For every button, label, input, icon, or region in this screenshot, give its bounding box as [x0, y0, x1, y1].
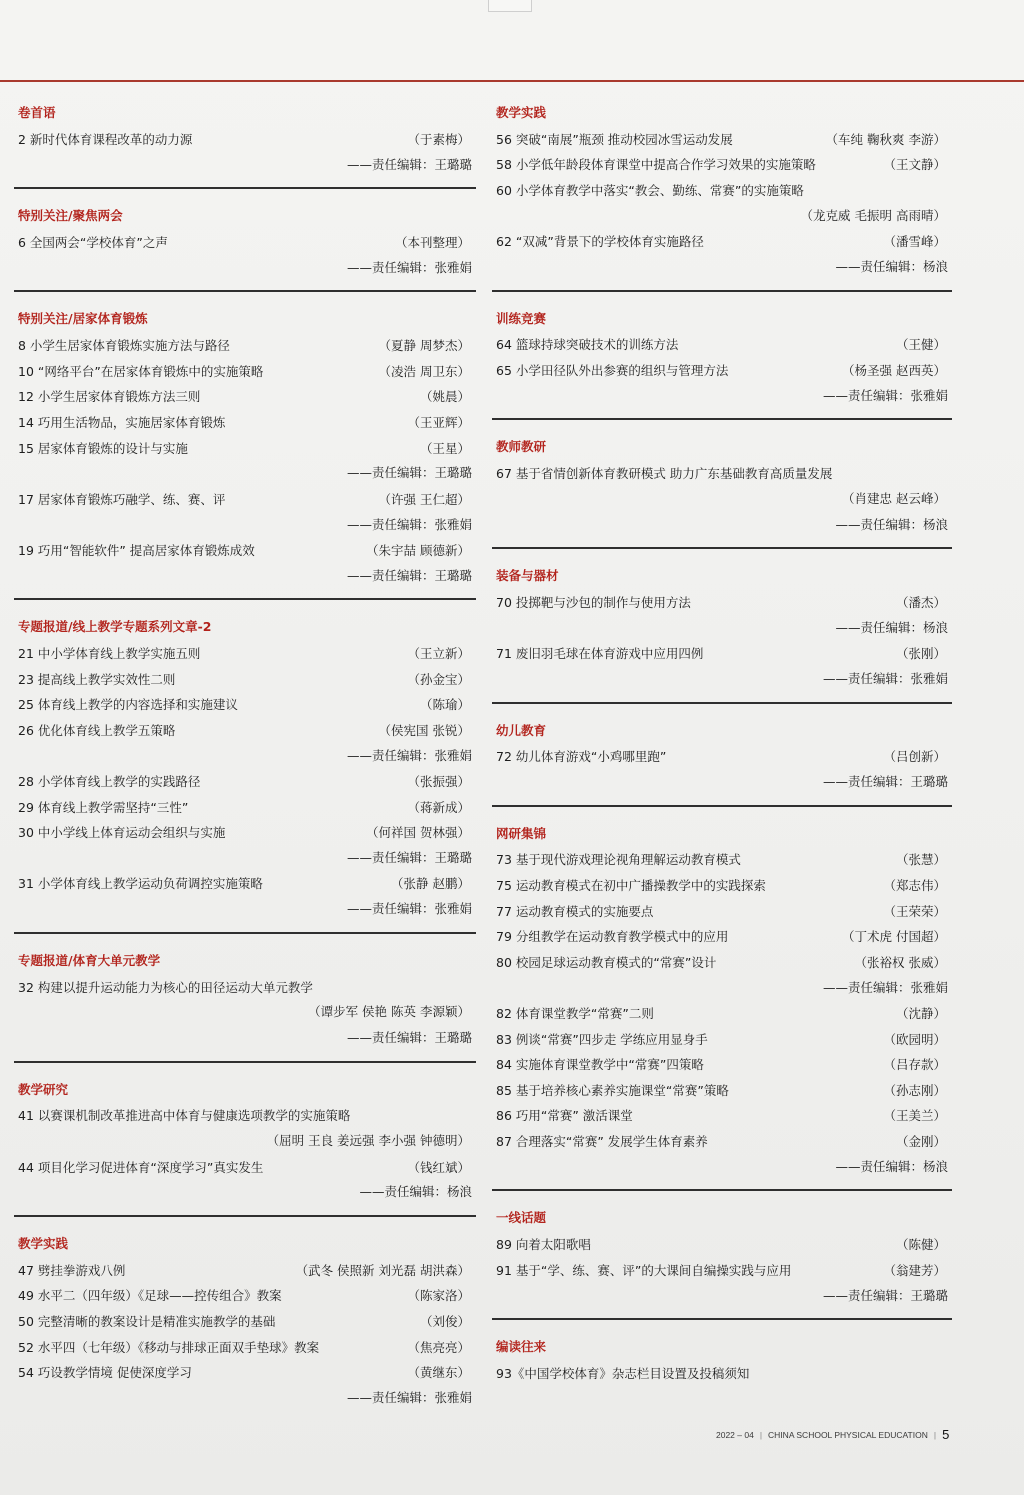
- toc-entry[interactable]: [14, 384, 476, 410]
- article-author: （吕创新）: [883, 749, 946, 765]
- responsible-editor: ——责任编辑：王璐璐: [346, 850, 472, 866]
- article-author: （沈静）: [895, 1006, 946, 1022]
- article-author: （吕存款）: [883, 1057, 946, 1073]
- article-title: 17 居家体育锻炼巧融学、练、赛、评: [18, 491, 226, 507]
- article-author: （凌浩 周卫东）: [378, 363, 470, 379]
- article-title: 30 中小学线上体育运动会组织与实施: [18, 825, 226, 841]
- toc-entry[interactable]: [14, 1154, 476, 1180]
- toc-section: [14, 306, 476, 600]
- responsible-editor: ——责任编辑：王璐璐: [822, 774, 948, 790]
- toc-entry[interactable]: [492, 898, 952, 924]
- article-author: （潘雪峰）: [883, 234, 946, 250]
- responsible-editor: ——责任编辑：杨浪: [359, 1184, 472, 1200]
- toc-entry[interactable]: [492, 1000, 952, 1026]
- article-author: （王立新）: [407, 646, 470, 662]
- article-author: （张裕权 张威）: [854, 954, 946, 970]
- article-title: 58 小学低年龄段体育课堂中提高合作学习效果的实施策略: [496, 157, 816, 173]
- toc-section: [14, 203, 476, 292]
- toc-entry[interactable]: [14, 1103, 476, 1129]
- responsible-editor: ——责任编辑：张雅娟: [346, 259, 472, 275]
- toc-entry[interactable]: [14, 819, 476, 845]
- article-authors: （屈明 王良 姜远强 李小强 钟德明）: [266, 1133, 470, 1149]
- toc-entry[interactable]: [14, 409, 476, 435]
- article-title: 54 巧设教学情境 促使深度学习: [18, 1365, 192, 1381]
- toc-entry[interactable]: [492, 177, 952, 203]
- toc-entry[interactable]: [14, 1257, 476, 1283]
- toc-entry[interactable]: [492, 949, 952, 975]
- article-author: （许强 王仁超）: [378, 491, 470, 507]
- article-author: （车纯 鞠秋爽 李游）: [825, 131, 946, 147]
- toc-entry[interactable]: [14, 537, 476, 563]
- toc-entry[interactable]: [14, 126, 476, 152]
- toc-entry[interactable]: [492, 1128, 952, 1154]
- article-author: （王荣荣）: [883, 903, 946, 919]
- article-title: 21 中小学体育线上教学实施五则: [18, 646, 201, 662]
- article-title: 82 体育课堂教学“常赛”二则: [496, 1006, 654, 1022]
- article-title: 62 “双减”背景下的学校体育实施路径: [496, 234, 704, 250]
- toc-entry[interactable]: [14, 486, 476, 512]
- responsible-editor: ——责任编辑：杨浪: [835, 1158, 948, 1174]
- section-title: 网研集锦: [496, 825, 547, 841]
- article-author: （钱红斌）: [407, 1159, 470, 1175]
- article-author: （王亚辉）: [407, 414, 470, 430]
- toc-section: [14, 1231, 476, 1421]
- article-title: 75 运动教育模式在初中广播操教学中的实践探索: [496, 878, 766, 894]
- article-author: （孙志刚）: [883, 1082, 946, 1098]
- toc-entry[interactable]: [14, 1283, 476, 1309]
- article-title: 93《中国学校体育》杂志栏目设置及投稿须知: [496, 1365, 750, 1381]
- responsible-editor: ——责任编辑：王璐璐: [346, 567, 472, 583]
- responsible-editor: ——责任编辑：王璐璐: [346, 1030, 472, 1046]
- article-author: （于素梅）: [407, 131, 470, 147]
- footer-separator: |: [759, 1429, 763, 1440]
- article-title: 79 分组教学在运动教育教学模式中的应用: [496, 929, 729, 945]
- article-title: 31 小学体育线上教学运动负荷调控实施策略: [18, 876, 263, 892]
- article-title: 12 小学生居家体育锻炼方法三则: [18, 389, 201, 405]
- section-title: 教学实践: [18, 1236, 69, 1251]
- article-author: （郑志伟）: [883, 878, 946, 894]
- toc-entry[interactable]: [14, 794, 476, 820]
- article-author: （王星）: [419, 440, 470, 456]
- toc-entry[interactable]: [492, 228, 952, 254]
- section-title: 特别关注/居家体育锻炼: [18, 311, 148, 327]
- article-title: 25 体育线上教学的内容选择和实施建议: [18, 697, 238, 713]
- article-title: 15 居家体育锻炼的设计与实施: [18, 440, 188, 456]
- page-number: 5: [942, 1427, 950, 1442]
- article-title: 91 基于“学、练、赛、评”的大课间自编操实践与应用: [496, 1262, 792, 1278]
- article-author: （杨圣强 赵西英）: [842, 362, 946, 378]
- article-title: 65 小学田径队外出参赛的组织与管理方法: [496, 362, 729, 378]
- article-title: 28 小学体育线上教学的实践路径: [18, 774, 201, 790]
- toc-section: [492, 100, 952, 292]
- toc-section: [492, 434, 952, 549]
- toc-entry[interactable]: [492, 589, 952, 615]
- article-title: 26 优化体育线上教学五策略: [18, 722, 176, 738]
- article-title: 2 新时代体育课程改革的动力源: [18, 131, 193, 147]
- article-title: 50 完整清晰的教案设计是精准实施教学的基础: [18, 1313, 276, 1329]
- article-author: （陈家洛）: [407, 1288, 470, 1304]
- toc-entry[interactable]: [14, 1334, 476, 1360]
- page-top-tab: [488, 0, 532, 12]
- toc-section: [492, 306, 952, 421]
- responsible-editor: ——责任编辑：杨浪: [835, 619, 948, 635]
- article-title: 47 劈挂拳游戏八例: [18, 1262, 126, 1278]
- responsible-editor: ——责任编辑：杨浪: [835, 516, 948, 532]
- toc-entry[interactable]: [14, 435, 476, 461]
- toc-entry[interactable]: [14, 1359, 476, 1385]
- toc-entry[interactable]: [492, 1051, 952, 1077]
- article-title: 6 全国两会“学校体育”之声: [18, 234, 168, 250]
- article-title: 44 项目化学习促进体育“深度学习”真实发生: [18, 1159, 264, 1175]
- journal-name: CHINA SCHOOL PHYSICAL EDUCATION: [768, 1429, 928, 1440]
- toc-section: [14, 100, 476, 189]
- section-title: 编读往来: [496, 1339, 547, 1355]
- article-title: 60 小学体育教学中落实“教会、勤练、常赛”的实施策略: [496, 182, 804, 198]
- article-title: 83 例谈“常赛”四步走 学练应用显身手: [496, 1031, 708, 1047]
- toc-entry[interactable]: [492, 847, 952, 873]
- article-author: （夏静 周梦杰）: [378, 338, 470, 354]
- responsible-editor: ——责任编辑：张雅娟: [346, 901, 472, 917]
- section-title: 专题报道/线上教学专题系列文章-2: [18, 619, 212, 635]
- toc-entry[interactable]: [14, 692, 476, 718]
- article-title: 85 基于培养核心素养实施课堂“常赛”策略: [496, 1082, 729, 1098]
- article-title: 29 体育线上教学需坚持“三性”: [18, 799, 189, 815]
- responsible-editor: ——责任编辑：王璐璐: [822, 1287, 948, 1303]
- responsible-editor: ——责任编辑：张雅娟: [346, 747, 472, 763]
- article-title: 41 以赛课机制改革推进高中体育与健康选项教学的实施策略: [18, 1108, 351, 1124]
- toc-entry[interactable]: [492, 460, 952, 486]
- article-title: 87 合理落实“常赛” 发展学生体育素养: [496, 1134, 708, 1150]
- section-title: 特别关注/聚焦两会: [18, 208, 123, 224]
- article-authors: （肖建忠 赵云峰）: [842, 490, 946, 506]
- article-author: （金刚）: [895, 1134, 946, 1150]
- article-author: （陈瑜）: [419, 697, 470, 713]
- article-title: 71 废旧羽毛球在体育游戏中应用四例: [496, 646, 704, 662]
- article-author: （王健）: [895, 337, 946, 353]
- toc-entry[interactable]: [14, 768, 476, 794]
- responsible-editor: ——责任编辑：王璐璐: [346, 465, 472, 481]
- right-column: [492, 100, 952, 1410]
- responsible-editor: ——责任编辑：张雅娟: [346, 1389, 472, 1405]
- article-title: 77 运动教育模式的实施要点: [496, 903, 654, 919]
- section-title: 训练竞赛: [496, 310, 547, 326]
- toc-entry[interactable]: [14, 871, 476, 897]
- section-title: 专题报道/体育大单元教学: [18, 952, 161, 968]
- article-author: （姚晨）: [419, 389, 470, 405]
- article-author: （侯宪国 张锐）: [378, 722, 470, 738]
- responsible-editor: ——责任编辑：张雅娟: [822, 387, 948, 403]
- article-author: （蒋新成）: [407, 799, 470, 815]
- article-authors: （谭步军 侯艳 陈英 李源颖）: [308, 1004, 470, 1020]
- article-title: 67 基于省情创新体育教研模式 助力广东基础教育高质量发展: [496, 466, 833, 482]
- toc-section: [492, 821, 952, 1192]
- article-title: 86 巧用“常赛” 激活课堂: [496, 1108, 633, 1124]
- article-author: （刘俊）: [419, 1313, 470, 1329]
- section-title: 教师教研: [496, 439, 547, 455]
- toc-entry[interactable]: [492, 1360, 952, 1386]
- toc-entry[interactable]: [492, 1077, 952, 1103]
- toc-section: [492, 1205, 952, 1320]
- article-author: （张刚）: [895, 646, 946, 662]
- article-title: 70 投掷靶与沙包的制作与使用方法: [496, 594, 691, 610]
- responsible-editor: ——责任编辑：张雅娟: [822, 979, 948, 995]
- section-title: 一线话题: [496, 1210, 547, 1226]
- toc-entry[interactable]: [492, 923, 952, 949]
- toc-section: [492, 718, 952, 807]
- article-author: （孙金宝）: [407, 671, 470, 687]
- section-title: 教学实践: [496, 105, 547, 120]
- article-title: 56 突破“南展”瓶颈 推动校园冰雪运动发展: [496, 131, 733, 147]
- article-authors: （龙克威 毛振明 高雨晴）: [800, 207, 946, 223]
- responsible-editor: ——责任编辑：杨浪: [835, 258, 948, 274]
- toc-entry[interactable]: [14, 1308, 476, 1334]
- header-rule: [0, 80, 1024, 82]
- toc-section: [14, 1077, 476, 1217]
- toc-entry[interactable]: [492, 872, 952, 898]
- article-title: 14 巧用生活物品，实施居家体育锻炼: [18, 414, 226, 430]
- toc-entry[interactable]: [492, 152, 952, 178]
- responsible-editor: ——责任编辑：张雅娟: [822, 670, 948, 686]
- toc-entry[interactable]: [492, 357, 952, 383]
- article-title: 72 幼儿体育游戏“小鸡哪里跑”: [496, 749, 667, 765]
- article-title: 80 校园足球运动教育模式的“常赛”设计: [496, 954, 717, 970]
- toc-entry[interactable]: [14, 717, 476, 743]
- toc-entry[interactable]: [14, 640, 476, 666]
- responsible-editor: ——责任编辑：张雅娟: [346, 516, 472, 532]
- toc-entry[interactable]: [14, 332, 476, 358]
- article-title: 32 构建以提升运动能力为核心的田径运动大单元教学: [18, 979, 313, 995]
- article-author: （翁建芳）: [883, 1262, 946, 1278]
- toc-entry[interactable]: [492, 332, 952, 358]
- article-title: 84 实施体育课堂教学中“常赛”四策略: [496, 1057, 704, 1073]
- article-title: 23 提高线上教学实效性二则: [18, 671, 176, 687]
- article-title: 8 小学生居家体育锻炼实施方法与路径: [18, 338, 230, 354]
- article-author: （潘杰）: [895, 594, 946, 610]
- article-title: 49 水平二（四年级）《足球——控传组合》教案: [18, 1288, 282, 1304]
- toc-entry[interactable]: [492, 1231, 952, 1257]
- toc-entry[interactable]: [14, 666, 476, 692]
- section-title: 教学研究: [18, 1081, 69, 1097]
- article-author: （本刊整理）: [394, 234, 470, 250]
- toc-entry[interactable]: [492, 1103, 952, 1129]
- toc-section: [14, 614, 476, 934]
- toc-section: [14, 948, 476, 1063]
- toc-entry[interactable]: [492, 126, 952, 152]
- article-title: 64 篮球持球突破技术的训练方法: [496, 337, 679, 353]
- article-title: 10 “网络平台”在居家体育锻炼中的实施策略: [18, 363, 264, 379]
- article-author: （陈健）: [895, 1237, 946, 1253]
- toc-entry[interactable]: [492, 640, 952, 666]
- article-author: （王文静）: [883, 157, 946, 173]
- article-author: （张慧）: [895, 852, 946, 868]
- article-title: 52 水平四（七年级）《移动与排球正面双手垫球》教案: [18, 1339, 320, 1355]
- article-author: （欧园明）: [883, 1031, 946, 1047]
- left-column: [14, 100, 476, 1435]
- article-author: （武冬 侯照新 刘光磊 胡洪森）: [295, 1262, 470, 1278]
- article-author: （黄继东）: [407, 1365, 470, 1381]
- article-title: 19 巧用“智能软件” 提高居家体育锻炼成效: [18, 542, 255, 558]
- article-author: （王美兰）: [883, 1108, 946, 1124]
- issue-number: 2022 – 04: [716, 1429, 754, 1440]
- footer-separator: |: [933, 1429, 937, 1440]
- section-title: 装备与器材: [496, 568, 559, 584]
- toc-entry[interactable]: [492, 744, 952, 770]
- article-author: （何祥国 贺林强）: [366, 825, 470, 841]
- responsible-editor: ——责任编辑：王璐璐: [346, 156, 472, 172]
- toc-entry[interactable]: [492, 1026, 952, 1052]
- toc-section: [492, 1334, 952, 1396]
- toc-entry[interactable]: [492, 1257, 952, 1283]
- article-title: 73 基于现代游戏理论视角理解运动教育模式: [496, 852, 741, 868]
- article-author: （张静 赵鹏）: [391, 876, 470, 892]
- article-author: （丁术虎 付国超）: [842, 929, 946, 945]
- section-title: 幼儿教育: [496, 722, 547, 738]
- page-footer: [716, 1427, 956, 1442]
- toc-entry[interactable]: [14, 358, 476, 384]
- article-author: （焦亮亮）: [407, 1339, 470, 1355]
- toc-entry[interactable]: [14, 229, 476, 255]
- toc-section: [492, 563, 952, 703]
- article-title: 89 向着太阳歌唱: [496, 1237, 591, 1253]
- toc-entry[interactable]: [14, 974, 476, 1000]
- section-title: 卷首语: [18, 105, 56, 120]
- article-author: （张振强）: [407, 774, 470, 790]
- article-author: （朱宇喆 顾德新）: [366, 542, 470, 558]
